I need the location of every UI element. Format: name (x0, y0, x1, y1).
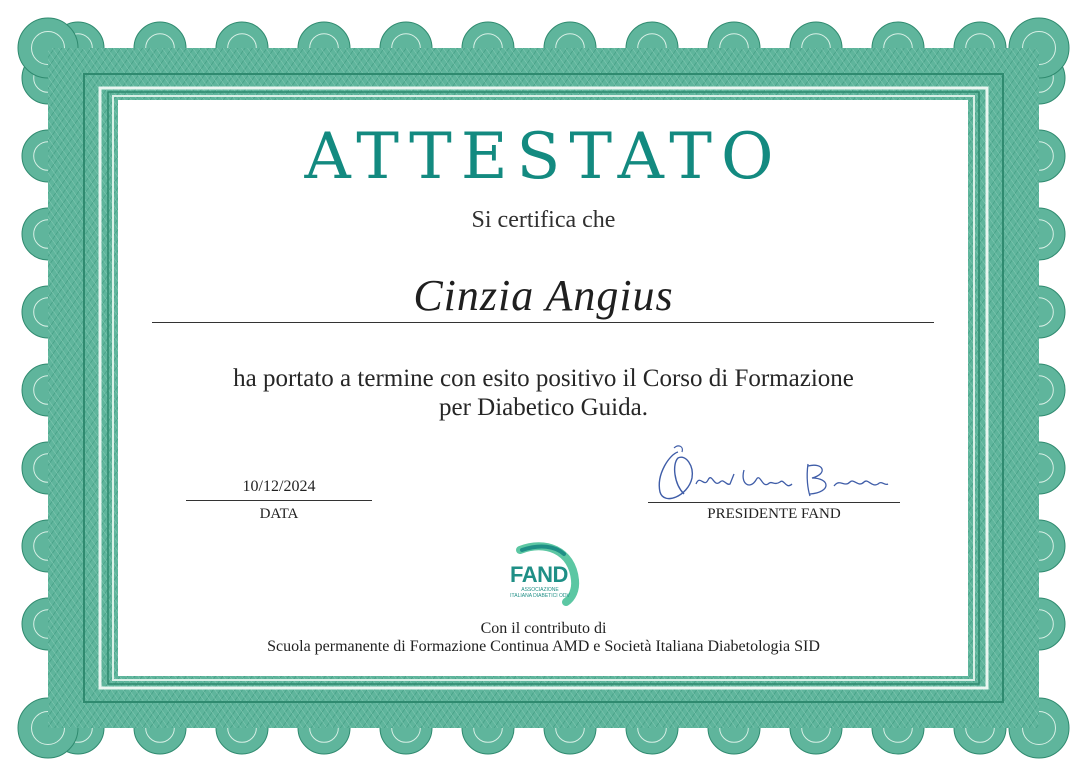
statement-line-1: ha portato a termine con esito positivo il Corso di Formazione (233, 365, 854, 392)
contribution-line-2: Scuola permanente di Formazione Continua AMD e Società Italiana Diabetologia SID (267, 638, 820, 655)
certificate-statement (0, 364, 1087, 422)
signature-icon (648, 444, 900, 506)
date-underline (186, 500, 372, 501)
president-label: PRESIDENTE FAND (707, 506, 841, 522)
recipient-name: Cinzia Angius (413, 271, 674, 320)
contribution-line-1: Con il contributo di (480, 620, 607, 637)
president-underline (648, 502, 900, 503)
fand-logo-text: FAND (510, 562, 568, 587)
date-label: DATA (259, 506, 299, 522)
certificate-subtitle: Si certifica che (471, 207, 616, 233)
date-value: 10/12/2024 (242, 478, 316, 495)
name-underline (152, 322, 934, 323)
certificate-title: ATTESTATO (304, 120, 783, 194)
statement-line-2: per Diabetico Guida. (439, 394, 648, 421)
fand-logo (500, 540, 590, 610)
fand-logo-subtext: ASSOCIAZIONE ITALIANA DIABETICI ODV (510, 587, 570, 599)
